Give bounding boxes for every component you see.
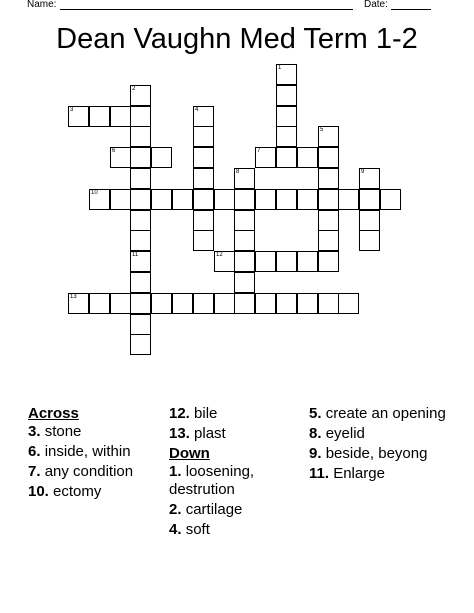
clue-item-number: 8. xyxy=(309,425,322,442)
grid-cell[interactable] xyxy=(130,210,151,231)
clue-number: 3 xyxy=(70,107,74,113)
grid-cell[interactable] xyxy=(318,293,339,314)
grid-cell[interactable] xyxy=(130,147,151,168)
grid-cell[interactable] xyxy=(276,126,297,147)
grid-cell[interactable] xyxy=(214,293,235,314)
clue-item-text: stone xyxy=(44,423,82,440)
grid-cell[interactable] xyxy=(318,189,339,210)
grid-cell[interactable] xyxy=(234,251,255,272)
clue-item xyxy=(28,443,158,461)
clue-item xyxy=(28,483,158,501)
clue-item-number: 12. xyxy=(169,405,190,422)
grid-cell[interactable] xyxy=(297,147,318,168)
grid-cell[interactable] xyxy=(318,210,339,231)
clue-item-number: 4. xyxy=(169,521,182,538)
grid-cell[interactable] xyxy=(68,293,89,314)
grid-cell[interactable] xyxy=(276,85,297,106)
grid-cell[interactable] xyxy=(193,230,214,251)
grid-cell[interactable] xyxy=(234,293,255,314)
grid-cell[interactable] xyxy=(359,189,380,210)
clue-number: 1 xyxy=(278,65,282,71)
grid-cell[interactable] xyxy=(255,147,276,168)
clue-item-number: 9. xyxy=(309,445,322,462)
clue-item-number: 10. xyxy=(28,483,49,500)
grid-cell[interactable] xyxy=(130,334,151,355)
clue-item-text: beside, beyong xyxy=(325,445,428,462)
grid-cell[interactable] xyxy=(359,230,380,251)
grid-cell[interactable] xyxy=(130,189,151,210)
clue-item-number: 2. xyxy=(169,501,182,518)
grid-cell[interactable] xyxy=(89,189,110,210)
grid-cell[interactable] xyxy=(172,189,193,210)
grid-cell[interactable] xyxy=(110,147,131,168)
clue-item-text: cartilage xyxy=(185,501,243,518)
grid-cell[interactable] xyxy=(193,126,214,147)
clues-column-1 xyxy=(28,405,158,503)
clue-number: 11 xyxy=(132,252,139,258)
clue-item-text: any condition xyxy=(44,463,134,480)
grid-cell[interactable] xyxy=(214,189,235,210)
clue-section-heading: Across xyxy=(28,405,79,422)
grid-cell[interactable] xyxy=(338,293,359,314)
grid-cell[interactable] xyxy=(151,147,172,168)
clue-item-number: 5. xyxy=(309,405,322,422)
grid-cell[interactable] xyxy=(297,251,318,272)
clue-item-text: create an opening xyxy=(325,405,446,422)
clue-number: 6 xyxy=(112,148,116,154)
clue-item-number: 11. xyxy=(309,465,330,482)
grid-cell[interactable] xyxy=(130,251,151,272)
grid-cell[interactable] xyxy=(318,126,339,147)
clue-number: 4 xyxy=(195,107,199,113)
clue-item-number: 13. xyxy=(169,425,190,442)
clue-number: 8 xyxy=(236,169,240,175)
grid-cell[interactable] xyxy=(130,293,151,314)
clue-item xyxy=(169,405,299,423)
grid-cell[interactable] xyxy=(130,272,151,293)
clue-number: 10 xyxy=(91,190,98,196)
clue-item xyxy=(309,445,459,463)
clue-item-text: Enlarge xyxy=(333,465,385,482)
clue-number: 7 xyxy=(257,148,261,154)
grid-cell[interactable] xyxy=(130,126,151,147)
grid-cell[interactable] xyxy=(89,106,110,127)
clue-item xyxy=(169,501,299,519)
grid-cell[interactable] xyxy=(255,293,276,314)
grid-cell[interactable] xyxy=(297,293,318,314)
grid-cell[interactable] xyxy=(130,168,151,189)
grid-cell[interactable] xyxy=(130,85,151,106)
clue-number: 13 xyxy=(70,294,77,300)
clue-item xyxy=(28,423,158,441)
grid-cell[interactable] xyxy=(234,168,255,189)
grid-cell[interactable] xyxy=(276,106,297,127)
grid-cell[interactable] xyxy=(193,168,214,189)
worksheet-header xyxy=(0,0,474,14)
grid-cell[interactable] xyxy=(151,189,172,210)
date-blank-line[interactable] xyxy=(391,9,431,10)
clue-item-number: 6. xyxy=(28,443,41,460)
grid-cell[interactable] xyxy=(110,293,131,314)
clue-item xyxy=(169,463,299,499)
grid-cell[interactable] xyxy=(359,168,380,189)
grid-cell[interactable] xyxy=(193,210,214,231)
grid-cell[interactable] xyxy=(318,147,339,168)
grid-cell[interactable] xyxy=(255,189,276,210)
grid-cell[interactable] xyxy=(130,230,151,251)
clue-item-text: eyelid xyxy=(325,425,365,442)
grid-cell[interactable] xyxy=(380,189,401,210)
grid-cell[interactable] xyxy=(234,189,255,210)
clue-item xyxy=(169,425,299,443)
clue-number: 12 xyxy=(216,252,223,258)
grid-cell[interactable] xyxy=(193,106,214,127)
clue-item-number: 7. xyxy=(28,463,41,480)
grid-cell[interactable] xyxy=(130,106,151,127)
grid-cell[interactable] xyxy=(172,293,193,314)
clue-number: 2 xyxy=(132,86,136,92)
grid-cell[interactable] xyxy=(193,189,214,210)
clue-item-text: inside, within xyxy=(44,443,131,460)
grid-cell[interactable] xyxy=(318,168,339,189)
clue-item xyxy=(309,425,459,443)
clues-column-3 xyxy=(309,405,459,485)
clue-item-text: bile xyxy=(194,405,218,422)
grid-cell[interactable] xyxy=(193,293,214,314)
grid-cell[interactable] xyxy=(276,64,297,85)
clue-item-number: 1. xyxy=(169,463,182,480)
grid-cell[interactable] xyxy=(297,189,318,210)
clue-item xyxy=(169,521,299,539)
grid-cell[interactable] xyxy=(255,251,276,272)
grid-cell[interactable] xyxy=(338,189,359,210)
grid-cell[interactable] xyxy=(234,210,255,231)
clue-number: 9 xyxy=(361,169,365,175)
grid-cell[interactable] xyxy=(110,189,131,210)
grid-cell[interactable] xyxy=(359,210,380,231)
clue-item xyxy=(309,465,459,483)
grid-cell[interactable] xyxy=(318,230,339,251)
name-blank-line[interactable] xyxy=(60,9,353,10)
clue-item-text: soft xyxy=(185,521,210,538)
grid-cell[interactable] xyxy=(276,293,297,314)
grid-cell[interactable] xyxy=(276,147,297,168)
grid-cell[interactable] xyxy=(276,251,297,272)
grid-cell[interactable] xyxy=(130,314,151,335)
clue-item-text: plast xyxy=(194,425,226,442)
clue-number: 5 xyxy=(320,127,324,133)
grid-cell[interactable] xyxy=(214,251,235,272)
grid-cell[interactable] xyxy=(89,293,110,314)
clue-item-number: 3. xyxy=(28,423,41,440)
date-label: Date: xyxy=(364,0,388,10)
clue-item xyxy=(309,405,459,423)
grid-cell[interactable] xyxy=(110,106,131,127)
clue-item-text: ectomy xyxy=(53,483,102,500)
name-label: Name: xyxy=(27,0,57,10)
page-title: Dean Vaughn Med Term 1-2 xyxy=(56,23,418,55)
grid-cell[interactable] xyxy=(68,106,89,127)
grid-cell[interactable] xyxy=(193,147,214,168)
clue-section-heading: Down xyxy=(169,445,210,462)
grid-cell[interactable] xyxy=(151,293,172,314)
clue-item xyxy=(28,463,158,481)
clues-column-2 xyxy=(169,405,299,541)
clue-item-text: loosening, destrution xyxy=(169,463,255,498)
grid-cell[interactable] xyxy=(234,230,255,251)
grid-cell[interactable] xyxy=(234,272,255,293)
grid-cell[interactable] xyxy=(318,251,339,272)
grid-cell[interactable] xyxy=(276,189,297,210)
